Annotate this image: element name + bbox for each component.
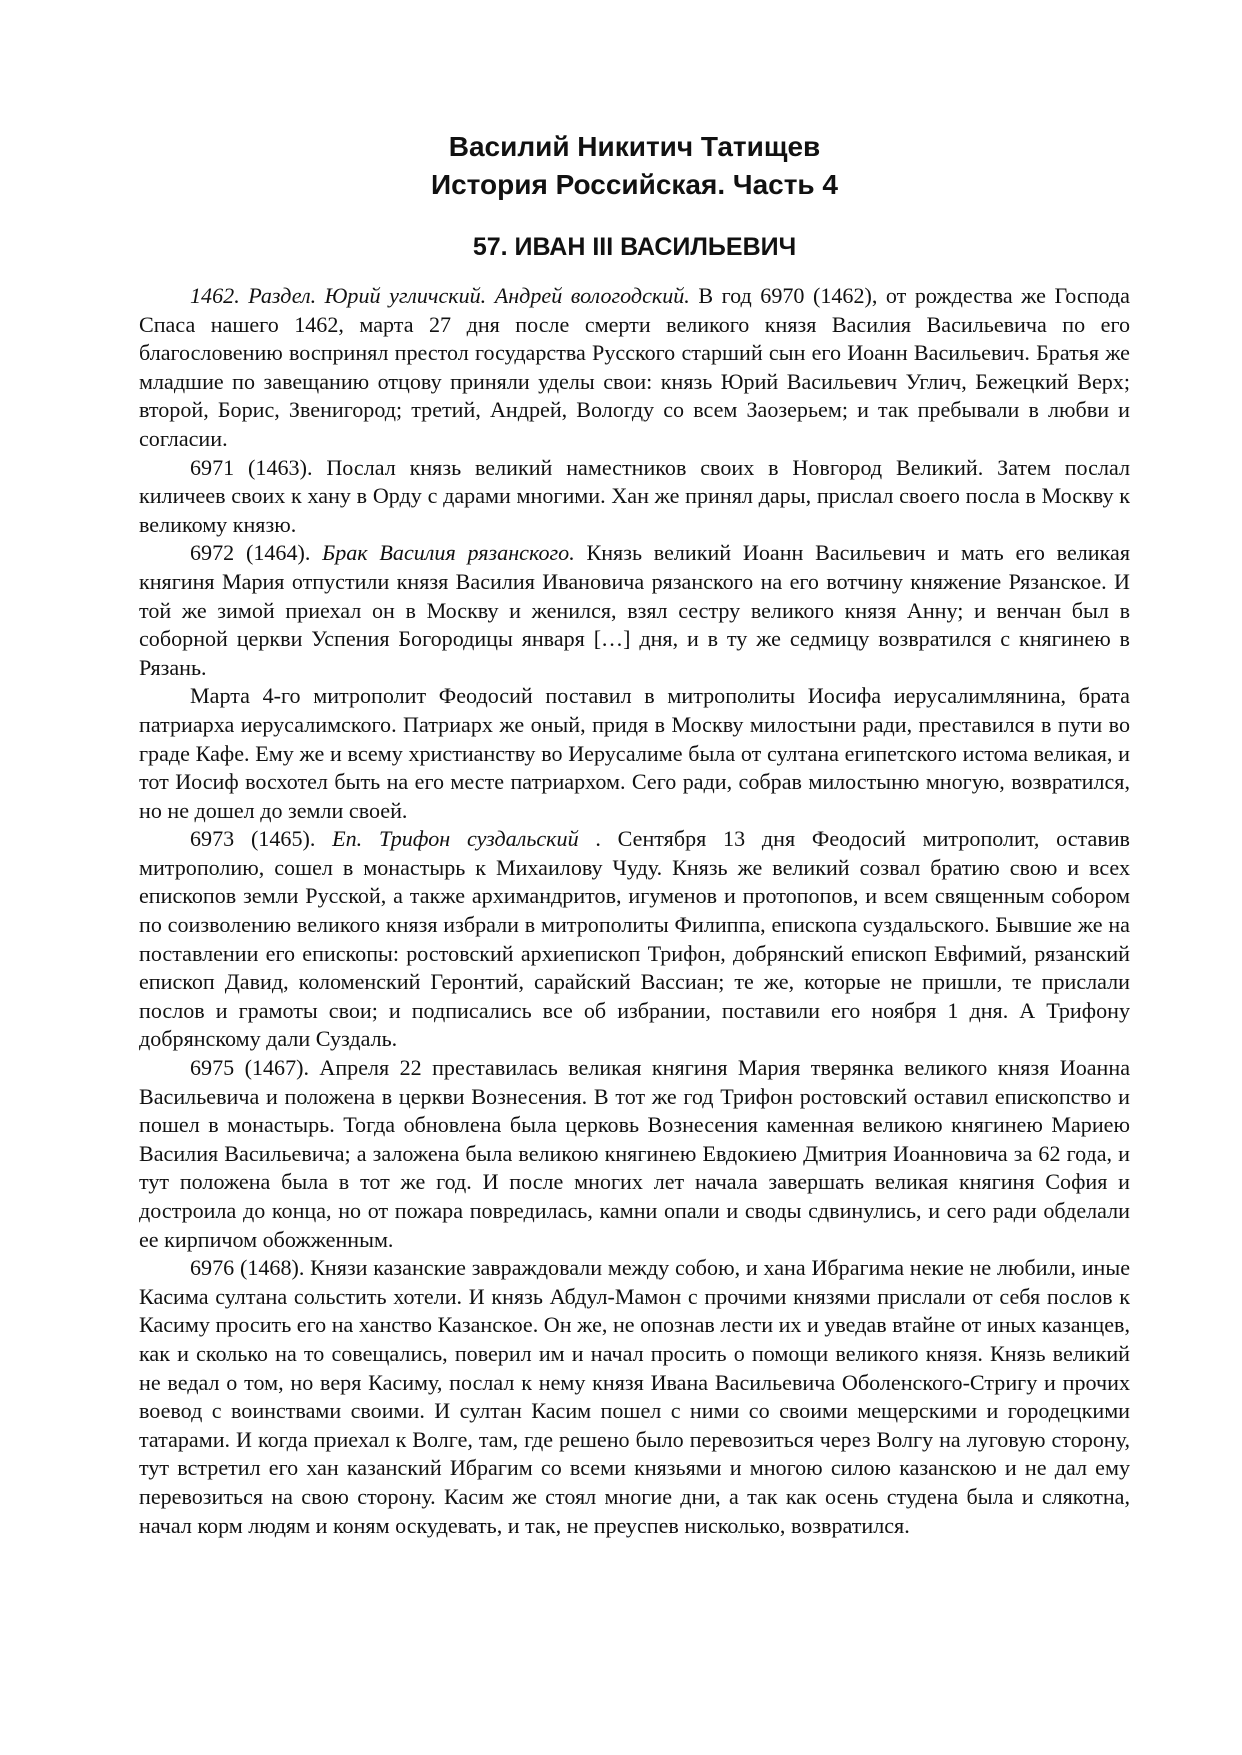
author-name: Василий Никитич Татищев: [448, 131, 821, 162]
paragraph-text: Князи казанские завраждовали между собою, и хана Ибрагима некие не любили, иные Касима султана сольстить хотели. И князь Абдул-Мамон с прочими князями прислали от себя послов к Касиму просить его на ханство Казанское. Он же, не опознав лести их и уведав втайне от иных казанцев, как и сколько на то совещались, поверил им и начал просить о помощи великого князя. Князь великий не ведал о том, но веря Касиму, послал к нему князя Ивана Васильевича Оболенского-Стригу и прочих воевод с воинствами своими. И султан Касим пошел с ними со своими мещерскими и городецкими татарами. И когда приехал к Волге, там, где решено было перевозиться через Волгу на луговую сторону, тут встретил его хан казанский Ибрагим со всеми князьями и многою силою казанскою и не дал ему перевозиться на свою сторону. Касим же стоял многие дни, а так как осень студена была и слякотна, начал корм людям и коням оскудевать, и так, не преуспев нисколько, возвратился.: [139, 1255, 1130, 1538]
body-text: [139, 282, 1130, 1540]
section-heading: Еп. Трифон суздальский: [332, 826, 579, 852]
paragraph-1464: [139, 539, 1130, 682]
paragraph-text: Князь великий Иоанн Васильевич и мать его великая княгиня Мария отпустили князя Василия Ивановича рязанского на его вотчину княжение Рязанское. И той же зимой приехал он в Москву и женился, взял сестру великого князя Анну; и венчан был в соборной церкви Успения Богородицы января […] дня, и в ту же седмицу возвратился с княгинею в Рязань.: [139, 540, 1130, 680]
paragraph-text: . Сентября 13 дня Феодосий митрополит, оставив митрополию, сошел в монастырь к Михаилову Чуду. Князь же великий созвал братию свою и всех епископов земли Русской, а также архимандритов, игуменов и протопопов, и всем священным собором по соизволению великого князя избрали в митрополиты Филиппа, епископа суздальского. Бывшие же на поставлении его епископы: ростовский архиепископ Трифон, добрянский епископ Евфимий, рязанский епископ Давид, коломенский Геронтий, сарайский Вассиан; те же, которые не пришли, те прислали послов и грамоты свои; и подписались все об избрании, поставили его ноября 1 дня. А Трифону добрянскому дали Суздаль.: [139, 826, 1130, 1052]
paragraph-text: Послал князь великий наместников своих в Новгород Великий. Затем послал киличеев своих к хану в Орду с дарами многими. Хан же принял дары, прислал своего посла в Москву к великому князю.: [139, 454, 1130, 537]
year-lead: 6976 (1468).: [190, 1255, 305, 1281]
year-lead: 6971 (1463).: [190, 454, 313, 480]
section-heading: 1462. Раздел. Юрий угличский. Андрей вологодский.: [190, 283, 690, 308]
paragraph-text: В год 6970 (1462), от рождества же Господа Спаса нашего 1462, марта 27 дня после смерти великого князя Василия Васильевича по его благословению воспринял престол государства Русского старший сын его Иоанн Васильевич. Братья же младшие по завещанию отцову приняли уделы свои: князь Юрий Васильевич Углич, Бежецкий Верх; второй, Борис, Звенигород; третий, Андрей, Вологду со всем Заозерьем; и так пребывали в любви и согласии.: [139, 283, 1130, 451]
year-lead: 6973 (1465).: [190, 826, 333, 852]
section-heading: Брак Василия рязанского.: [322, 540, 575, 566]
work-title: История Российская. Часть 4: [430, 169, 838, 200]
chapter-heading: 57. ИВАН III ВАСИЛЬЕВИЧ: [472, 233, 797, 261]
paragraph-march-4: [139, 682, 1130, 825]
paragraph-1463: [139, 454, 1130, 540]
paragraph-1467: [139, 1054, 1130, 1254]
paragraph-1465: [139, 825, 1130, 1054]
paragraph-text: Апреля 22 преставилась великая княгиня Мария тверянка великого князя Иоанна Васильевича и положена в церкви Вознесения. В тот же год Трифон ростовский оставил епископство и пошел в монастырь. Тогда обновлена была церковь Вознесения каменная великою княгинею Мариею Василия Васильевича; а заложена была великою княгинею Евдокиею Дмитрия Иоанновича за 62 года, и тут положена была в тот же год. И после многих лет начала завершать великая княгиня София и достроила до конца, но от пожара повредилась, камни опали и своды сдвинулись, и сего ради обделали ее кирпичом обожженным.: [139, 1055, 1130, 1252]
paragraph-1462: [139, 282, 1130, 454]
paragraph-1468: [139, 1254, 1130, 1540]
year-lead: 6975 (1467).: [190, 1055, 310, 1081]
paragraph-text: Марта 4-го митрополит Феодосий поставил в митрополиты Иосифа иерусалимлянина, брата патриарха иерусалимского. Патриарх же оный, придя в Москву милостыни ради, преставился в пути во граде Кафе. Ему же и всему христианству во Иерусалиме была от султана египетского истома великая, и тот Иосиф восхотел быть на его месте патриархом. Сего ради, собрав милостыню многую, возвратился, но не дошел до земли своей.: [139, 683, 1130, 823]
document-title: [139, 128, 1130, 204]
year-lead: 6972 (1464).: [190, 540, 323, 566]
